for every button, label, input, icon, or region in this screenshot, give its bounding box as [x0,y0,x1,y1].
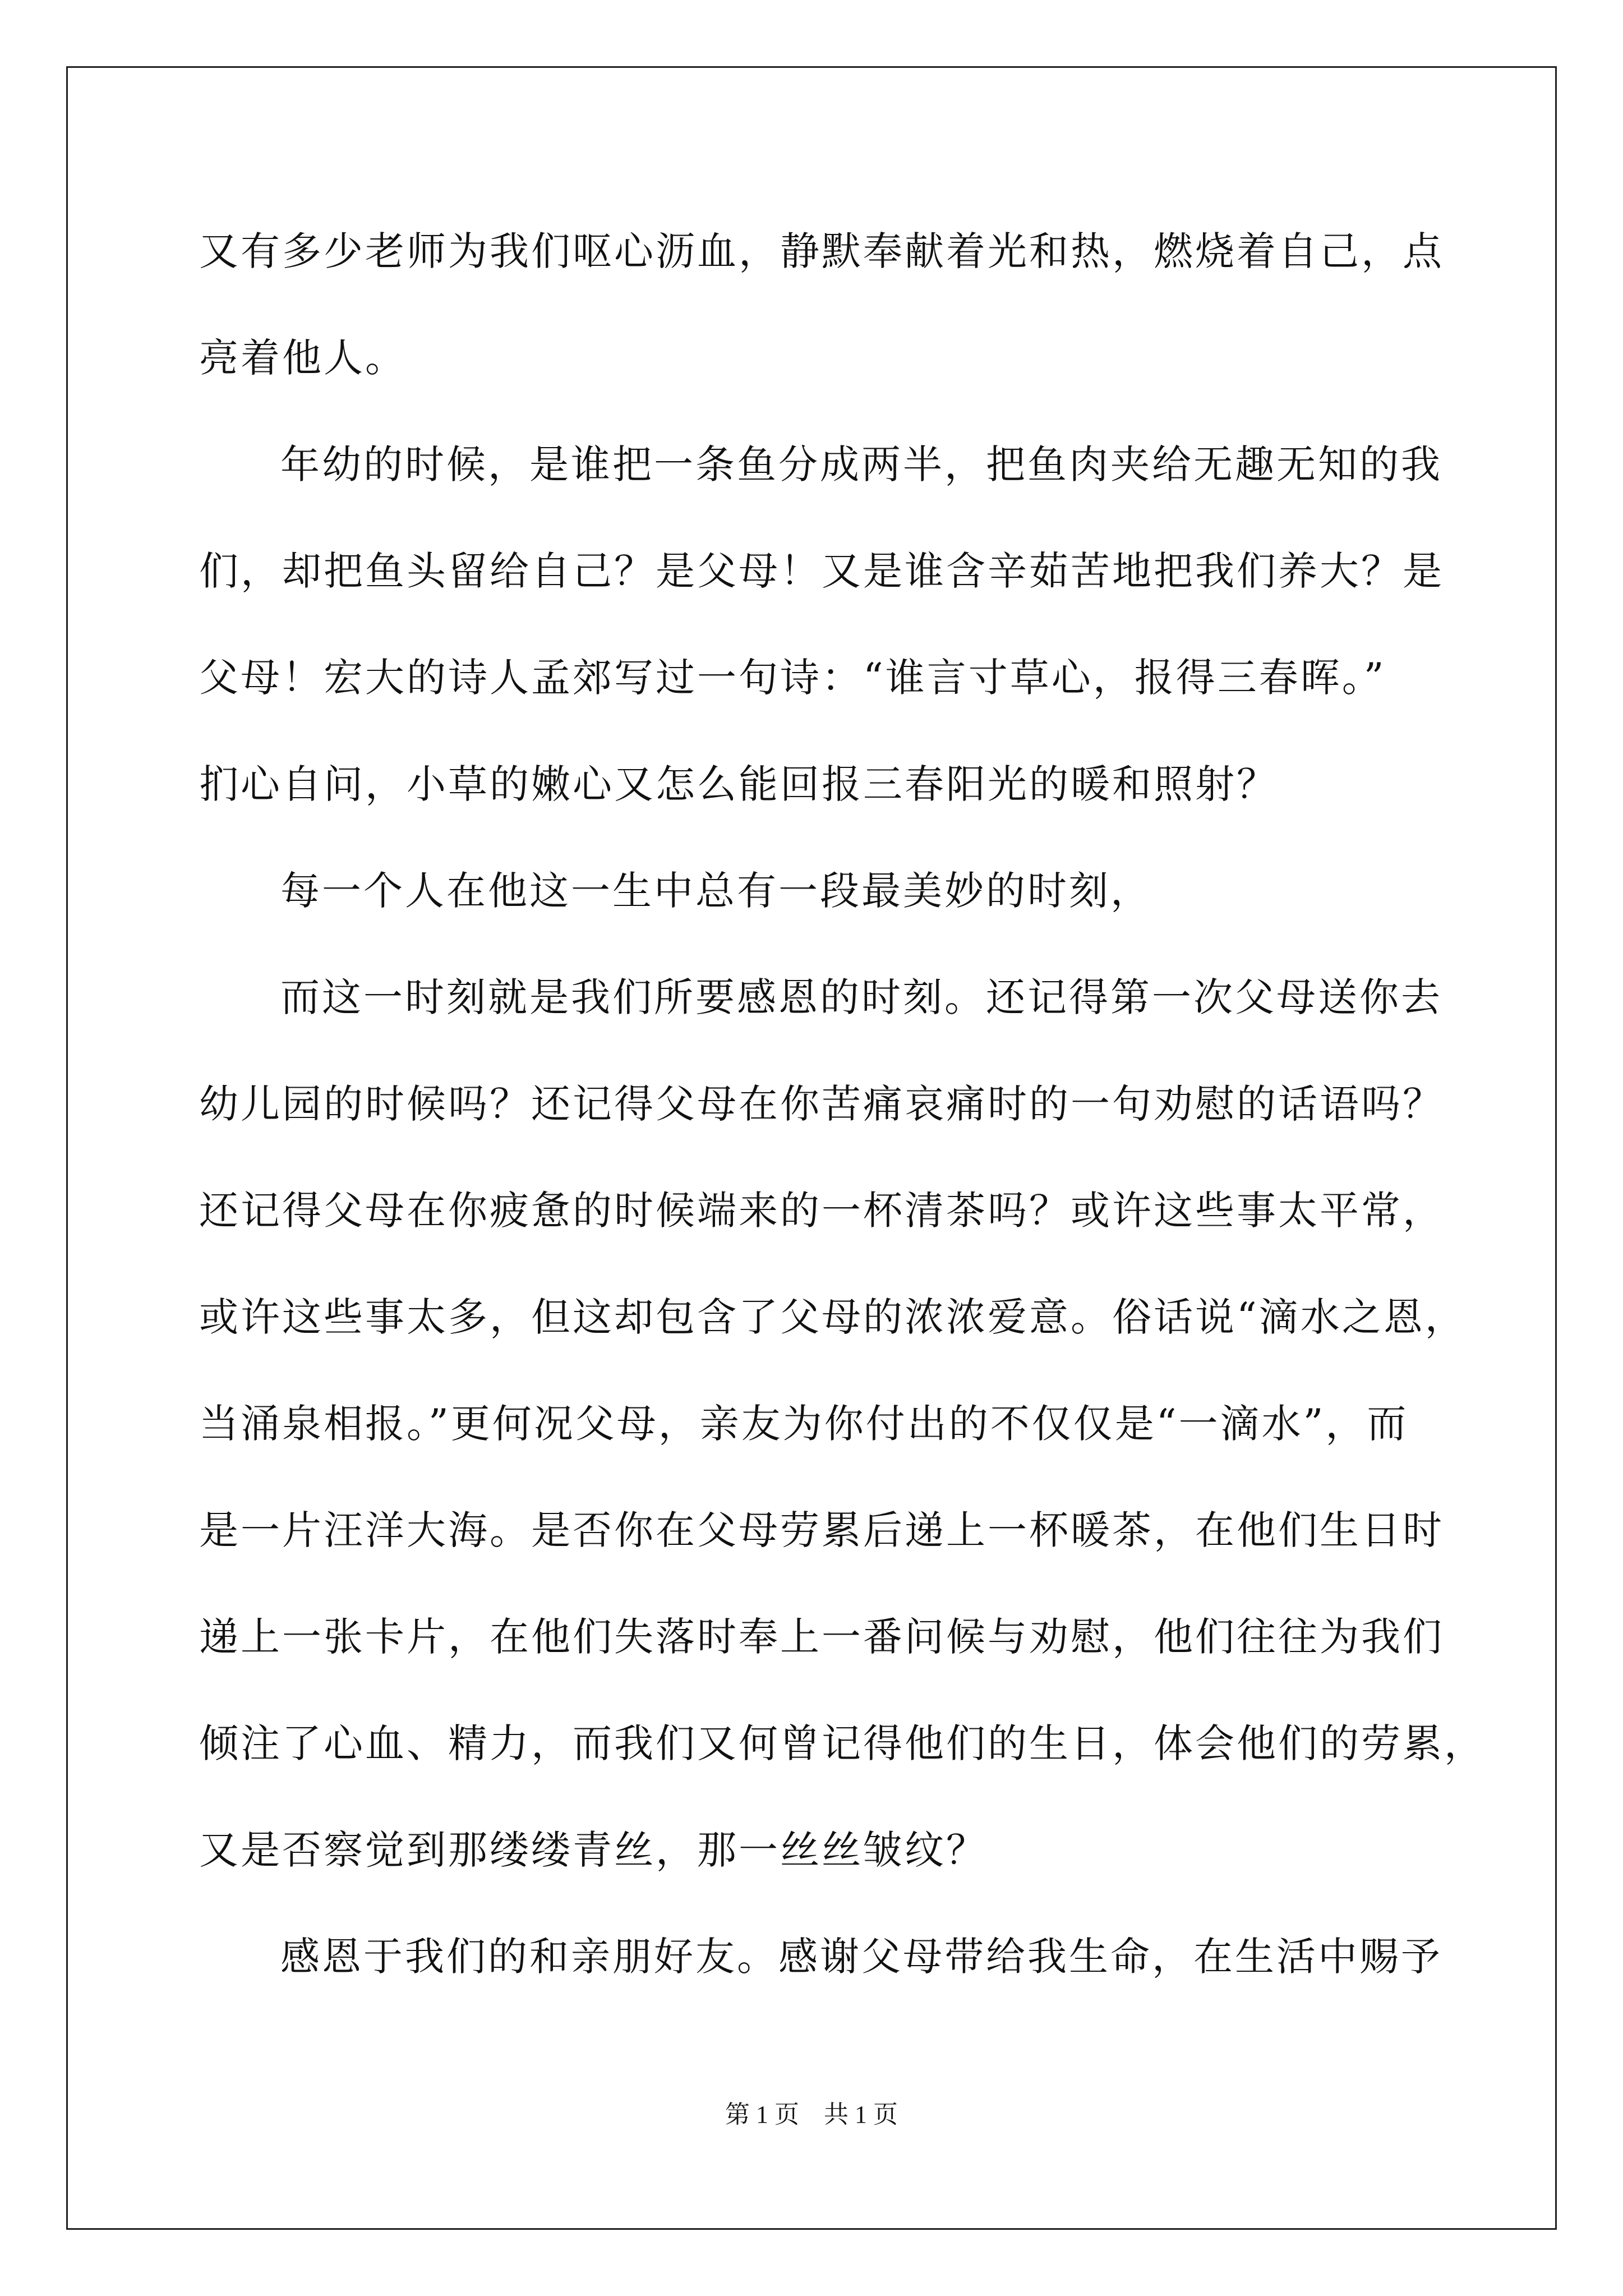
paragraph-first-line: 年幼的时候，是谁把一条鱼分成两半，把鱼肉夹给无趣无知的我 [280,441,1442,487]
paragraph-first-line: 感恩于我们的和亲朋好友。感谢父母带给我生命，在生活中赐予 [280,1934,1442,1980]
text-line: 或许这些事太多，但这却包含了父母的浓浓爱意。俗话说“滴水之恩， [199,1294,1467,1340]
text-line: 亮着他人。 [199,335,407,381]
text-line: 还记得父母在你疲惫的时候端来的一杯清茶吗？或许这些事太平常， [199,1188,1444,1234]
page-number-footer: 第 1 页 共 1 页 [725,2101,898,2128]
text-line: 父母！宏大的诗人孟郊写过一句诗：“谁言寸草心，报得三春晖。” [199,655,1386,701]
text-line: 当涌泉相报。”更何况父母，亲友为你付出的不仅仅是“一滴水”，而 [199,1401,1409,1447]
text-line: 递上一张卡片，在他们失落时奉上一番问候与劝慰，他们往往为我们 [199,1614,1444,1660]
text-line: 是一片汪洋大海。是否你在父母劳累后递上一杯暖茶，在他们生日时 [199,1507,1444,1553]
paragraph-first-line: 而这一时刻就是我们所要感恩的时刻。还记得第一次父母送你去 [280,974,1442,1020]
page-border [66,66,1557,2230]
text-line: 又是否察觉到那缕缕青丝，那一丝丝皱纹？ [199,1827,988,1873]
paragraph-first-line: 每一个人在他这一生中总有一段最美妙的时刻， [280,868,1152,914]
text-line: 幼儿园的时候吗？还记得父母在你苦痛哀痛时的一句劝慰的话语吗？ [199,1081,1444,1127]
text-line: 们，却把鱼头留给自己？是父母！又是谁含辛茹苦地把我们养大？是 [199,548,1444,594]
text-line: 倾注了心血、精力，而我们又何曾记得他们的生日，体会他们的劳累， [199,1720,1486,1766]
text-line: 又有多少老师为我们呕心沥血，静默奉献着光和热，燃烧着自己，点 [199,228,1444,274]
text-line: 扪心自问，小草的嫩心又怎么能回报三春阳光的暖和照射？ [199,761,1278,807]
